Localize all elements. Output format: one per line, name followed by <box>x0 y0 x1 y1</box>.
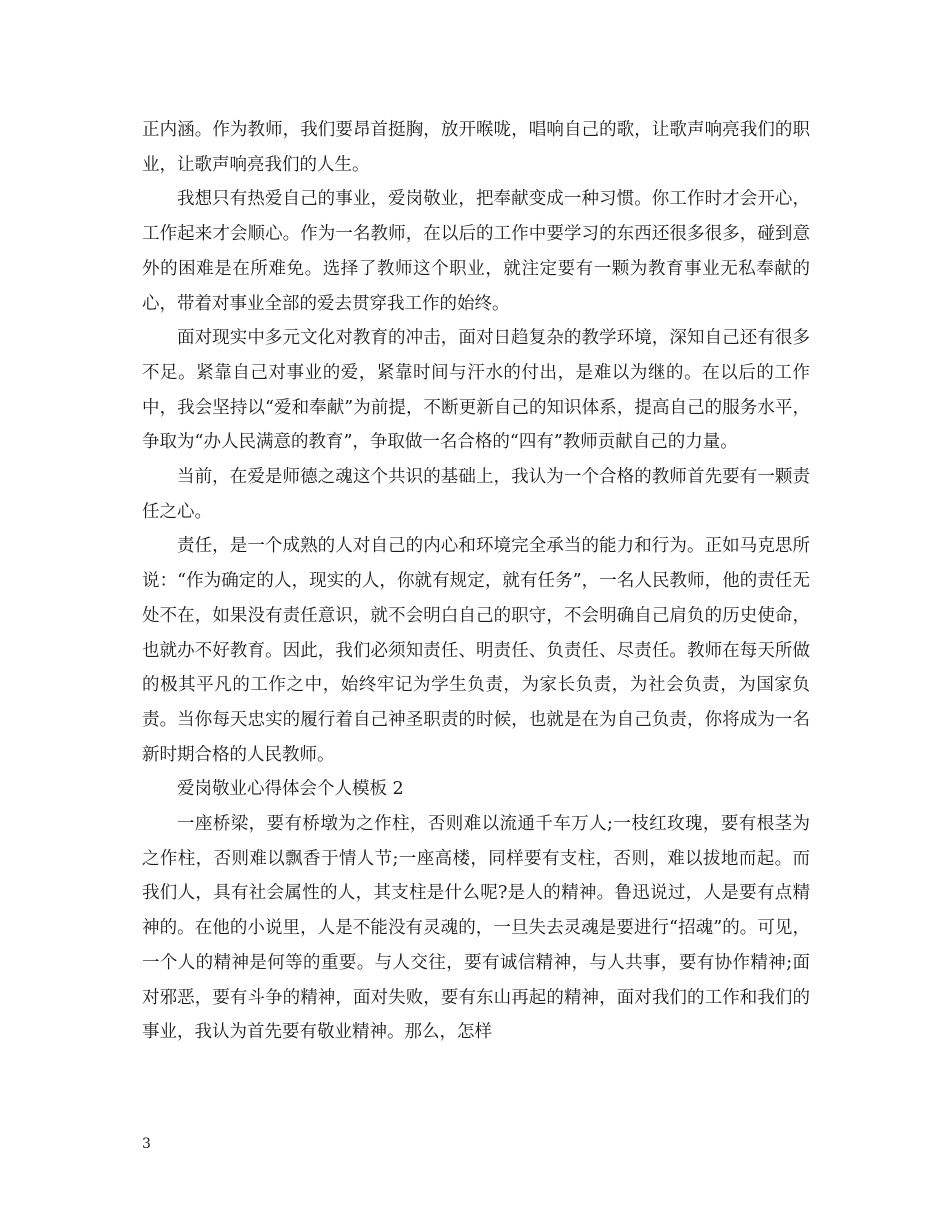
section-heading: 爱岗敬业心得体会个人模板 2 <box>177 779 404 800</box>
document-body <box>142 113 810 1050</box>
page-number: 3 <box>142 1136 151 1152</box>
paragraph-3: 面对现实中多元文化对教育的冲击，面对日趋复杂的教学环境，深知自己还有很多不足。紧靠自己对事业的爱，紧靠时间与汗水的付出，是难以为继的。在以后的工作中，我会坚持以“爱和奉献”为前提，不断更新自己的知识体系，提高自己的服务水平，争取为“办人民满意的教育”，争取做一名合格的“四有”教师贡献自己的力量。 <box>142 328 810 453</box>
paragraph-6: 一座桥梁，要有桥墩为之作柱，否则难以流通千车万人;一枝红玫瑰，要有根茎为之作柱，否则难以飘香于情人节;一座高楼，同样要有支柱，否则，难以拔地而起。而我们人，具有社会属性的人，其支柱是什么呢?是人的精神。鲁迅说过，人是要有点精神的。在他的小说里，人是不能没有灵魂的，一旦失去灵魂是要进行“招魂”的。可见，一个人的精神是何等的重要。与人交往，要有诚信精神，与人共事，要有协作精神;面对邪恶，要有斗争的精神，面对失败，要有东山再起的精神，面对我们的工作和我们的事业，我认为首先要有敬业精神。那么，怎样 <box>142 814 810 1043</box>
paragraph-2: 我想只有热爱自己的事业，爱岗敬业，把奉献变成一种习惯。你工作时才会开心，工作起来才会顺心。作为一名教师，在以后的工作中要学习的东西还很多很多，碰到意外的困难是在所难免。选择了教师这个职业，就注定要有一颗为教育事业无私奉献的心，带着对事业全部的爱去贯穿我工作的始终。 <box>142 189 810 314</box>
paragraph-1: 正内涵。作为教师，我们要昂首挺胸，放开喉咙，唱响自己的歌，让歌声响亮我们的职业，让歌声响亮我们的人生。 <box>142 120 810 175</box>
paragraph-4: 当前，在爱是师德之魂这个共识的基础上，我认为一个合格的教师首先要有一颗责任之心。 <box>142 467 810 522</box>
paragraph-5: 责任，是一个成熟的人对自己的内心和环境完全承当的能力和行为。正如马克思所说：“作为确定的人，现实的人，你就有规定，就有任务”，一名人民教师，他的责任无处不在，如果没有责任意识，就不会明白自己的职守，不会明确自己肩负的历史使命，也就办不好教育。因此，我们必须知责任、明责任、负责任、尽责任。教师在每天所做的极其平凡的工作之中，始终牢记为学生负责，为家长负责，为社会负责，为国家负责。当你每天忠实的履行着自己神圣职责的时候，也就是在为自己负责，你将成为一名新时期合格的人民教师。 <box>142 536 810 765</box>
